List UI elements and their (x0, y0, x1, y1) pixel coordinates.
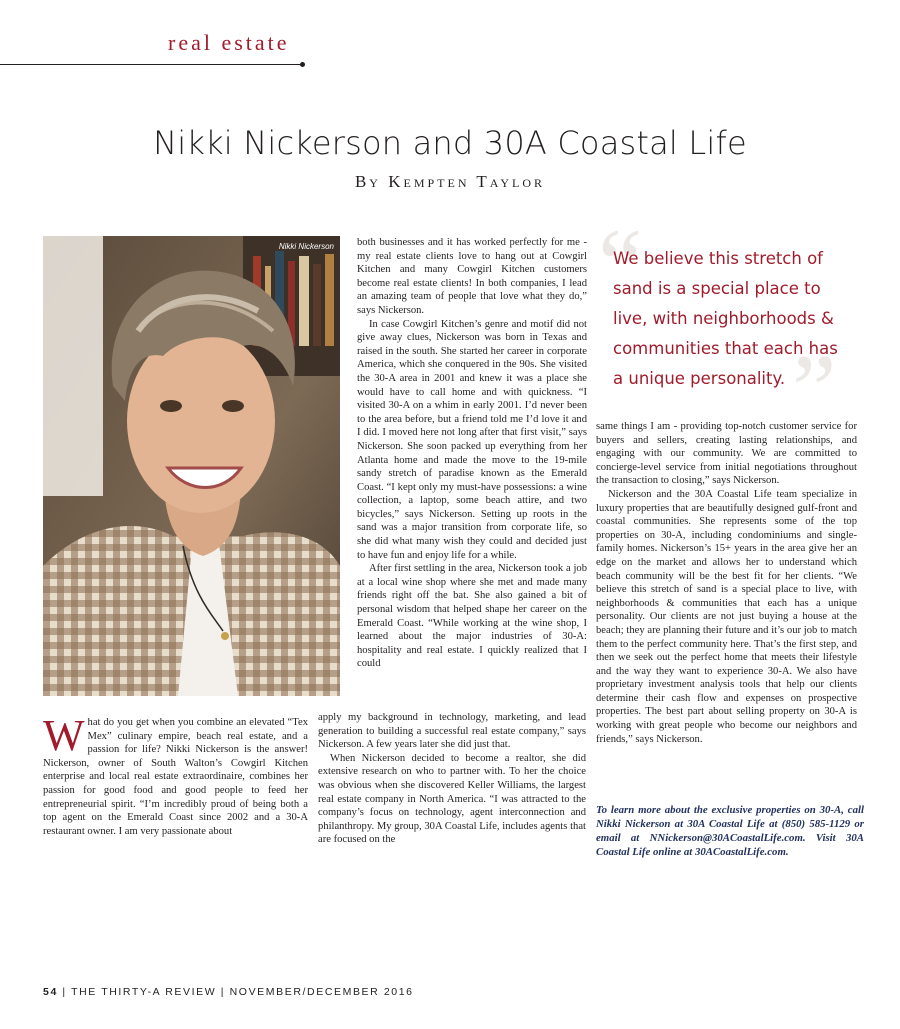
article-paragraph: same things I am - providing top-notch customer service for buyers and sellers, creating lasting relationships, and engaging with our community. We are committed to concierge-level service from initial negotiations throughout the transaction to closing,” says Nickerson. (596, 421, 857, 487)
drop-cap: W (43, 711, 85, 760)
article-paragraph: When Nickerson decided to become a realtor, she did extensive research on who to partner with. To her the choice was obvious when she discovered Keller Williams, the largest real estate company in North America. “I was attracted to the company’s focus on technology, agent interconnection and philanthropy. My group, 30A Coastal Life, includes agents that are focused on the (318, 752, 586, 846)
footer-separator: | (220, 986, 226, 998)
portrait-illustration (43, 236, 340, 696)
article-byline: By Kempten Taylor (354, 172, 546, 191)
article-column-middle-bottom (318, 711, 586, 847)
section-rule-dot (300, 62, 305, 67)
contact-call-to-action: To learn more about the exclusive properties on 30-A, call Nikki Nickerson at 30A Coastal Life at (850) 585-1129 or email at NNickerson@30ACoastalLife.com. Visit 30A Coastal Life online at 30ACoastalLife.com. (596, 804, 864, 858)
article-column-right (596, 420, 857, 746)
close-quote-icon: ” (792, 334, 837, 445)
footer-separator: | (62, 986, 67, 998)
article-paragraph: both businesses and it has worked perfectly for me - my real estate clients love to hang out at Cowgirl Kitchen and many Cowgirl Kitchen customers become real estate clients! In both companies, I lead an amazing team of people that love what they do,” says Nickerson. (357, 237, 587, 316)
publication-name: THE THIRTY-A REVIEW (71, 986, 217, 998)
article-paragraph: apply my background in technology, marketing, and lead generation to building a successful real estate company,” says Nickerson. A few years later she did just that. (318, 712, 586, 751)
page-number: 54 (43, 986, 58, 998)
article-column-left (43, 711, 308, 838)
page-footer (43, 986, 414, 998)
section-rule (0, 64, 302, 65)
portrait-photo (43, 236, 340, 696)
article-paragraph: After first settling in the area, Nickerson took a job at a local wine shop where she met and made many friends right off the bat. She also gained a bit of personal wisdom that helped shape her career on the Emerald Coast. “While working at the wine shop, I learned about the major industries of 30-A: hospitality and real estate. I quickly realized that I could (357, 563, 587, 670)
section-label: real estate (168, 30, 290, 55)
article-title: Nikki Nickerson and 30A Coastal Life (153, 124, 747, 162)
article-paragraph: What do you get when you combine an elevated “Tex Mex” culinary empire, beach real estate, and a passion for life? Nikki Nickerson is the answer! Nickerson, owner of South Walton’s Cowgirl Kitchen enterprise and local real estate extraordinaire, combines her passion for good food and good people to feed her entrepreneurial spirit. “I’m incredibly proud of being both a top agent on the Emerald Coast since 2002 and a 30-A restaurant owner. I am very passionate about (43, 711, 308, 837)
article-column-middle-top (357, 236, 587, 671)
article-paragraph: In case Cowgirl Kitchen’s genre and motif did not give away clues, Nickerson was born in Texas and raised in the south. She started her career in corporate America, which she conquered in the 90s. She visited the 30-A area in 2001 and knew it was a place she would have to call home and with quickness. “I visited 30-A on a whim in early 2001. I’d never been to the area before, but a friend told me I’d love it and I did. I moved here not long after that first visit,” says Nickerson. She soon packed up everything from her Atlanta home and made the move to the 19-mile sandy stretch of paradise known as the Emerald Coast. “I kept only my must-have possessions: a wine collection, a laptop, some beach attire, and two bicycles,” says Nickerson. Setting up roots in the sand was a major transition from corporate life, so she did what many wish they could and decided just to have fun and enjoy life for a while. (357, 318, 587, 561)
pull-quote: We believe this stretch of sand is a special place to live, with neighborhoods & communities that each has a unique personality. (613, 249, 838, 388)
photo-credit: Nikki Nickerson (278, 242, 334, 251)
issue-date: NOVEMBER/DECEMBER 2016 (229, 986, 414, 998)
open-quote-icon: “ (598, 208, 643, 319)
article-paragraph: Nickerson and the 30A Coastal Life team specialize in luxury properties that are beautifully designed gulf-front and coastal communities. She represents some of the top properties on 30-A, including condominiums and single-family homes. Nickerson’s 15+ years in the area give her an edge on the market and allows her to understand which beach community will be the best fit for her clients. “We believe this stretch of sand is a special place to live, with neighborhoods & communities that each has a unique personality. Our clients are not just buying a house at the beach; they are planning their future and it’s our job to match them to the perfect community here. That’s the first step, and then we seek out the perfect home that meets their lifestyle and the way they want to experience 30-A. We also have proprietary investment analysis tools that help our clients determine their cash flow and expenses on prospective properties. The best part about selling property on 30-A is working with great people who become our neighbors and friends,” says Nickerson. (596, 488, 857, 745)
